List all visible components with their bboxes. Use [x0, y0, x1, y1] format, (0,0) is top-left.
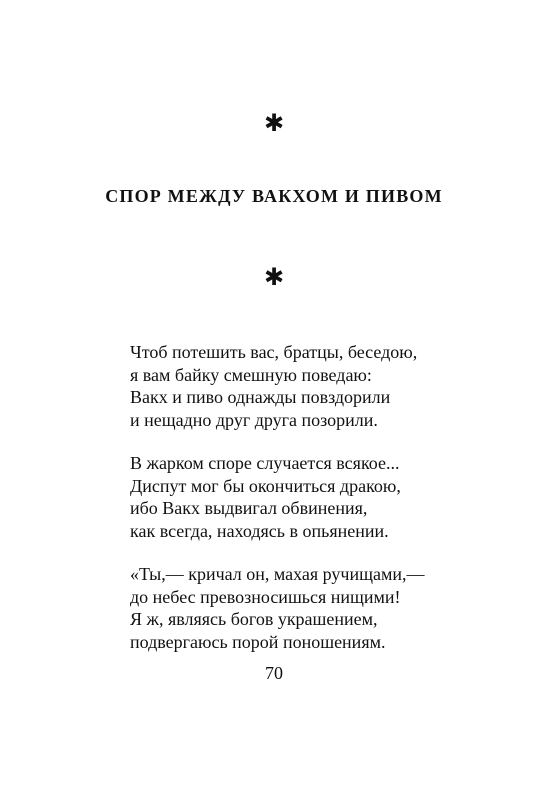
poem-line: Я ж, являясь богов украшением,	[130, 609, 378, 629]
poem-line: В жарком споре случается всякое...	[130, 453, 400, 473]
page-number: 70	[265, 663, 283, 683]
poem-line: «Ты,— кричал он, махая ручищами,—	[130, 564, 425, 584]
poem-line: подвергаюсь порой поношениям.	[130, 631, 386, 652]
poem-line: Чтоб потешить вас, братцы, беседою,	[130, 342, 418, 362]
ornament-asterisk-top: ✱	[263, 109, 285, 137]
stanza	[130, 563, 460, 653]
poem-body	[130, 341, 460, 674]
poem-line: я вам байку смешную поведаю:	[130, 364, 372, 385]
stanza	[130, 341, 460, 431]
poem-title	[0, 186, 548, 207]
poem-line: как всегда, находясь в опьянении.	[130, 520, 389, 541]
poem-line: и нещадно друг друга позорили.	[130, 409, 378, 430]
stanza	[130, 452, 460, 542]
ornament-asterisk-middle: ✱	[263, 263, 285, 291]
poem-line: Диспут мог бы окончиться дракою,	[130, 475, 401, 496]
poem-line: до небес превозносишься нищими!	[130, 586, 401, 607]
poem-line: Вакх и пиво однажды повздорили	[130, 387, 391, 407]
poem-title-text: СПОР МЕЖДУ ВАКХОМ И ПИВОМ	[105, 186, 443, 206]
poem-line: ибо Вакх выдвигал обвинения,	[130, 498, 368, 518]
